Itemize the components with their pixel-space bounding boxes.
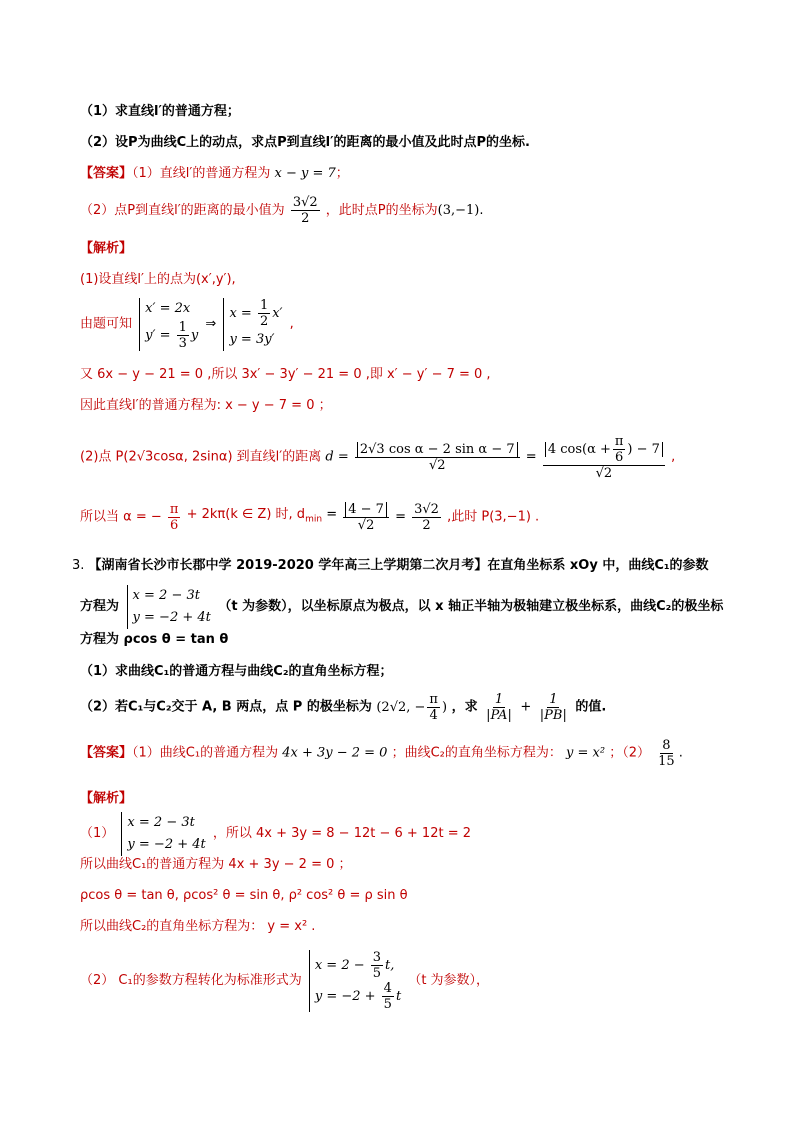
frac-den: |PB|	[539, 708, 567, 723]
answer-2-end: .	[479, 203, 484, 218]
sys1-row-a: x′ = 2x	[145, 301, 191, 316]
answer-text-2: ；曲线C₂的直角坐标方程为：	[391, 745, 562, 761]
min-fraction-1	[343, 502, 389, 533]
standard-form-system	[309, 950, 401, 1012]
problem-3-q1: （1）求曲线C₁的普通方程与曲线C₂的直角坐标方程；	[80, 664, 393, 679]
answer-line-2	[80, 195, 484, 227]
solution-6-mid: + 2kπ(k ∈ Z) 时, d	[186, 507, 306, 523]
solution-line-2: 由题可知 x′ = 2x y′ = $\frac{1}{3}$ y ⇒ x = $\frac{1}{2}$ x′ y = 3y′ ,	[80, 298, 294, 351]
frac-den: √2	[595, 466, 613, 481]
distance-fraction-1	[355, 442, 520, 473]
p2-s5-pre: （2） C₁的参数方程转化为标准形式为	[80, 973, 302, 988]
implies-arrow: ⇒	[205, 316, 217, 332]
frac-den: 2	[259, 314, 269, 329]
frac-den: √2	[357, 518, 375, 533]
frac-num: 3√2	[414, 502, 439, 517]
recip-pa	[484, 692, 514, 723]
sys2-row-b: x′	[272, 306, 283, 321]
answer-eq: x − y = 7	[274, 166, 336, 181]
answer-end: .	[678, 745, 683, 761]
p2-s5-post: （t 为参数），	[408, 973, 490, 988]
answer-2-point: (3,−1)	[437, 203, 480, 218]
problem-source: 【湖南省长沙市长郡中学 2019-2020 学年高三上学期第二次月考】	[88, 558, 488, 573]
frac-num-a: 4 cos(α +	[547, 442, 611, 457]
frac-den: |PA|	[486, 708, 512, 723]
answer-text: （1）直线l′的普通方程为	[132, 166, 271, 181]
three-fifths	[371, 950, 383, 981]
polar-point-end: )	[441, 700, 448, 715]
std-row-x: x = 2 −	[314, 958, 369, 973]
analysis-tag: 【解析】	[80, 241, 133, 256]
solution-6-end: ,此时 P(3,−1) .	[447, 509, 540, 525]
answer-end: ；	[335, 166, 349, 181]
one-third-fraction	[177, 320, 189, 351]
one-half-fraction	[258, 298, 270, 329]
frac-num: 1	[494, 692, 504, 707]
distance-fraction-2	[543, 434, 665, 481]
solution-line-1: (1)设直线l′上的点为(x′,y′),	[80, 272, 236, 287]
question-2: （2）设P为曲线C上的动点，求点P到直线l′的距离的最小值及此时点P的坐标.	[80, 135, 530, 150]
q2-end: 的值.	[575, 699, 607, 715]
problem-3-answer	[80, 738, 683, 769]
distance-label: d =	[325, 449, 349, 465]
frac-num: π	[169, 502, 179, 517]
stem-2-post: （t 为参数），以坐标原点为极点，以 x 轴正半轴为极轴建立极坐标系，曲线C₂的极坐标	[218, 599, 724, 614]
param-system	[127, 585, 211, 629]
d-min-subscript: min	[305, 514, 323, 525]
answer-line-1	[80, 165, 349, 183]
solution-6-pre: 所以当 α = −	[80, 509, 162, 525]
solution-line-3: 又 6x − y − 21 = 0 ,所以 3x′ − 3y′ − 21 = 0 ,即 x′ − y′ − 7 = 0 ,	[80, 367, 491, 382]
answer-tag: 【答案】	[80, 166, 133, 181]
p2-s1-pre: （1）	[80, 826, 115, 841]
equation-system-2	[223, 298, 282, 351]
problem-stem-3: 方程为 ρcos θ = tan θ	[80, 632, 229, 647]
analysis-tag-2: 【解析】	[80, 791, 133, 806]
frac-den: 2	[301, 211, 310, 226]
pi-over-six	[613, 434, 626, 465]
problem-stem-1: 在直角坐标系 xOy 中，曲线C₁的参数	[487, 558, 709, 573]
q2-mid: ，求	[451, 699, 478, 715]
std-row-x-end: t,	[385, 958, 395, 973]
frac-den: 5	[383, 997, 392, 1012]
frac-num: 3	[372, 950, 382, 965]
frac-num: 1	[178, 320, 187, 335]
p2-solution-2: 所以曲线C₁的普通方程为 4x + 3y − 2 = 0 ；	[80, 857, 352, 872]
frac-num: π	[429, 692, 438, 707]
frac-num: 8	[662, 738, 671, 753]
p2-solution-1	[80, 812, 471, 856]
p2-solution-3: ρcos θ = tan θ, ρcos² θ = sin θ, ρ² cos² θ = ρ sin θ	[80, 888, 408, 903]
polar-point: (2√2, −	[376, 700, 426, 715]
p2-param-system	[121, 812, 205, 856]
frac-den: 2	[422, 518, 431, 533]
solution-5-pre: (2)点 P(2√3cosα, 2sinα) 到直线l′的距离	[80, 449, 322, 465]
std-row-y: y = −2 +	[314, 989, 380, 1004]
answer-2-mid: ，此时点P的坐标为	[325, 203, 438, 218]
stem-2-pre: 方程为	[80, 599, 120, 614]
frac-den: 6	[170, 518, 179, 533]
problem-3-q2	[80, 692, 606, 723]
solution-2-pre: 由题可知	[80, 316, 133, 332]
sys2-row-c: y = 3y′	[229, 332, 275, 347]
plus-sign: +	[520, 699, 532, 715]
frac-num: 4 − 7	[345, 502, 387, 517]
sys1-row-b: y′ =	[145, 328, 175, 343]
recip-pb	[538, 692, 569, 723]
solution-line-5: (2)点 P(2√3cosα, 2sinα) 到直线l′的距离 d = $\frac{\text{2√3 cos α − 2 sin α − 7}}{√2}$ = 4 cos(α + $\frac{\pi}{6}$ ) − 7 √2 ,	[80, 434, 676, 481]
frac-den: 15	[658, 754, 675, 769]
p2-solution-4: 所以曲线C₂的直角坐标方程为： y = x² .	[80, 919, 316, 934]
param-row-y: y = −2 + 4t	[132, 610, 211, 625]
answer-tag: 【答案】	[80, 745, 133, 761]
answer-eq-1: 4x + 3y − 2 = 0	[282, 745, 388, 761]
std-row-y-end: t	[395, 989, 402, 1004]
frac-num: 1	[259, 298, 269, 313]
frac-num: π	[614, 434, 624, 449]
frac-den: 6	[615, 450, 624, 465]
answer-eq-2: y = x²	[566, 745, 606, 761]
frac-den: √2	[428, 458, 446, 473]
solution-line-4: 因此直线l′的普通方程为: x − y − 7 = 0 ；	[80, 398, 332, 413]
problem-number: 3.	[72, 558, 85, 573]
q2-pre: （2）若C₁与C₂交于 A, B 两点，点 P 的极坐标为	[80, 699, 372, 715]
question-1: （1）求直线l′的普通方程；	[80, 104, 240, 119]
problem-3-header	[72, 557, 709, 575]
four-fifths	[382, 981, 394, 1012]
eq-sign: =	[326, 507, 338, 523]
p2-row-x: x = 2 − 3t	[127, 815, 195, 830]
answer-2-text: （2）点P到直线l′的距离的最小值为	[80, 203, 285, 218]
answer-sep: ；（2）	[609, 745, 650, 761]
frac-num: 4	[383, 981, 392, 996]
equation-system-1	[139, 298, 198, 351]
frac-den: 3	[178, 336, 187, 351]
min-distance-fraction	[291, 195, 320, 226]
p2-row-y: y = −2 + 4t	[127, 837, 206, 852]
sys1-row-c: y	[190, 328, 199, 343]
solution-line-6: 所以当 α = − $\frac{\pi}{6}$ + 2kπ(k ∈ Z) 时, $d_{min}$ = $\frac{4 - 7}{√2}$ = $\frac{3√2}{2}$ ,此时 P(3,−1) .	[80, 502, 540, 533]
frac-num: 1	[549, 692, 558, 707]
frac-num: 3√2	[292, 195, 318, 210]
pi-over-six	[168, 502, 181, 533]
min-fraction-2	[412, 502, 441, 533]
frac-den: 5	[372, 966, 382, 981]
frac-num-b: ) − 7	[627, 442, 660, 457]
p2-solution-5	[80, 950, 489, 1012]
sys2-row-a: x =	[229, 306, 256, 321]
problem-stem-2	[80, 585, 723, 629]
pi-over-four	[427, 692, 440, 723]
p2-s1-post: ，所以 4x + 3y = 8 − 12t − 6 + 12t = 2	[212, 826, 471, 841]
answer-fraction	[656, 738, 677, 769]
frac-num: 2√3 cos α − 2 sin α − 7	[357, 442, 518, 457]
answer-text-1: （1）曲线C₁的普通方程为	[132, 745, 279, 761]
frac-den: 4	[429, 708, 438, 723]
param-row-x: x = 2 − 3t	[132, 588, 200, 603]
